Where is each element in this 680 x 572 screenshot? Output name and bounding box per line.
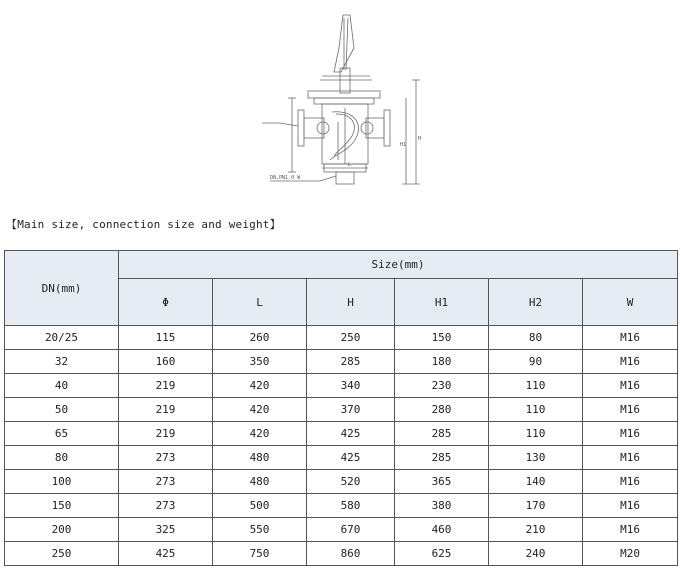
size-table [4,250,678,566]
cell-dn: 100 [5,470,119,494]
cell-phi: 273 [119,494,213,518]
header-h1: H1 [395,279,489,326]
cell-l: 420 [213,374,307,398]
cell-w: M20 [583,542,678,566]
table-row [5,422,678,446]
cell-h2: 170 [489,494,583,518]
cell-h: 370 [307,398,395,422]
cell-w: M16 [583,422,678,446]
cell-phi: 425 [119,542,213,566]
cell-h1: 460 [395,518,489,542]
cell-l: 480 [213,470,307,494]
cell-l: 500 [213,494,307,518]
cell-l: 550 [213,518,307,542]
cell-h1: 380 [395,494,489,518]
drawing-bottom-label: DN,PN1.0 W [270,175,301,181]
cell-h: 425 [307,446,395,470]
cell-h2: 110 [489,398,583,422]
cell-l: 260 [213,326,307,350]
cell-h: 580 [307,494,395,518]
cell-w: M16 [583,326,678,350]
cell-phi: 219 [119,398,213,422]
table-row [5,446,678,470]
cell-h1: 365 [395,470,489,494]
cell-dn: 20/25 [5,326,119,350]
cell-h: 250 [307,326,395,350]
left-flange [298,110,304,146]
cell-phi: 160 [119,350,213,374]
cell-dn: 50 [5,398,119,422]
cell-phi: 219 [119,422,213,446]
cell-w: M16 [583,470,678,494]
cell-h1: 280 [395,398,489,422]
cell-w: M16 [583,374,678,398]
header-h2: H2 [489,279,583,326]
table-row [5,350,678,374]
cell-l: 350 [213,350,307,374]
header-l: L [213,279,307,326]
cell-dn: 150 [5,494,119,518]
cell-h2: 240 [489,542,583,566]
table-row [5,494,678,518]
cell-h2: 140 [489,470,583,494]
cell-dn: 250 [5,542,119,566]
cell-l: 420 [213,398,307,422]
valve-disc [330,112,359,160]
cell-w: M16 [583,398,678,422]
cell-phi: 115 [119,326,213,350]
cell-h: 860 [307,542,395,566]
cell-h2: 110 [489,374,583,398]
header-dn: DN(mm) [5,251,119,326]
valve-technical-drawing [240,10,440,195]
table-row [5,518,678,542]
right-pipe [366,118,384,138]
cell-h2: 210 [489,518,583,542]
top-flange [308,91,380,98]
header-w: W [583,279,678,326]
cell-dn: 65 [5,422,119,446]
header-h: H [307,279,395,326]
left-pipe [304,118,324,138]
cell-phi: 273 [119,470,213,494]
cell-dn: 200 [5,518,119,542]
cell-w: M16 [583,446,678,470]
cell-dn: 32 [5,350,119,374]
cell-h: 340 [307,374,395,398]
cell-l: 420 [213,422,307,446]
dimension-label-h1: H1 [400,142,407,148]
cell-h1: 230 [395,374,489,398]
cell-h2: 110 [489,422,583,446]
cell-h: 285 [307,350,395,374]
dimension-label-l: L [348,162,352,168]
cell-w: M16 [583,518,678,542]
cell-h: 670 [307,518,395,542]
cell-phi: 273 [119,446,213,470]
cell-h: 425 [307,422,395,446]
cell-h1: 285 [395,446,489,470]
cell-phi: 325 [119,518,213,542]
section-heading: 【Main size, connection size and weight】 [6,218,281,231]
header-phi: Φ [119,279,213,326]
cell-h1: 285 [395,422,489,446]
cell-w: M16 [583,494,678,518]
cell-dn: 80 [5,446,119,470]
cell-dn: 40 [5,374,119,398]
cell-phi: 219 [119,374,213,398]
table-row [5,374,678,398]
cell-l: 480 [213,446,307,470]
cell-h2: 130 [489,446,583,470]
table-row [5,470,678,494]
cell-h2: 90 [489,350,583,374]
cell-h: 520 [307,470,395,494]
cell-l: 750 [213,542,307,566]
cell-w: M16 [583,350,678,374]
right-flange [384,110,390,146]
header-size-group: Size(mm) [119,251,678,279]
cell-h1: 625 [395,542,489,566]
dimension-label-h: H [418,136,422,142]
table-row [5,542,678,566]
table-row [5,326,678,350]
cell-h1: 150 [395,326,489,350]
table-row [5,398,678,422]
cell-h2: 80 [489,326,583,350]
cell-h1: 180 [395,350,489,374]
